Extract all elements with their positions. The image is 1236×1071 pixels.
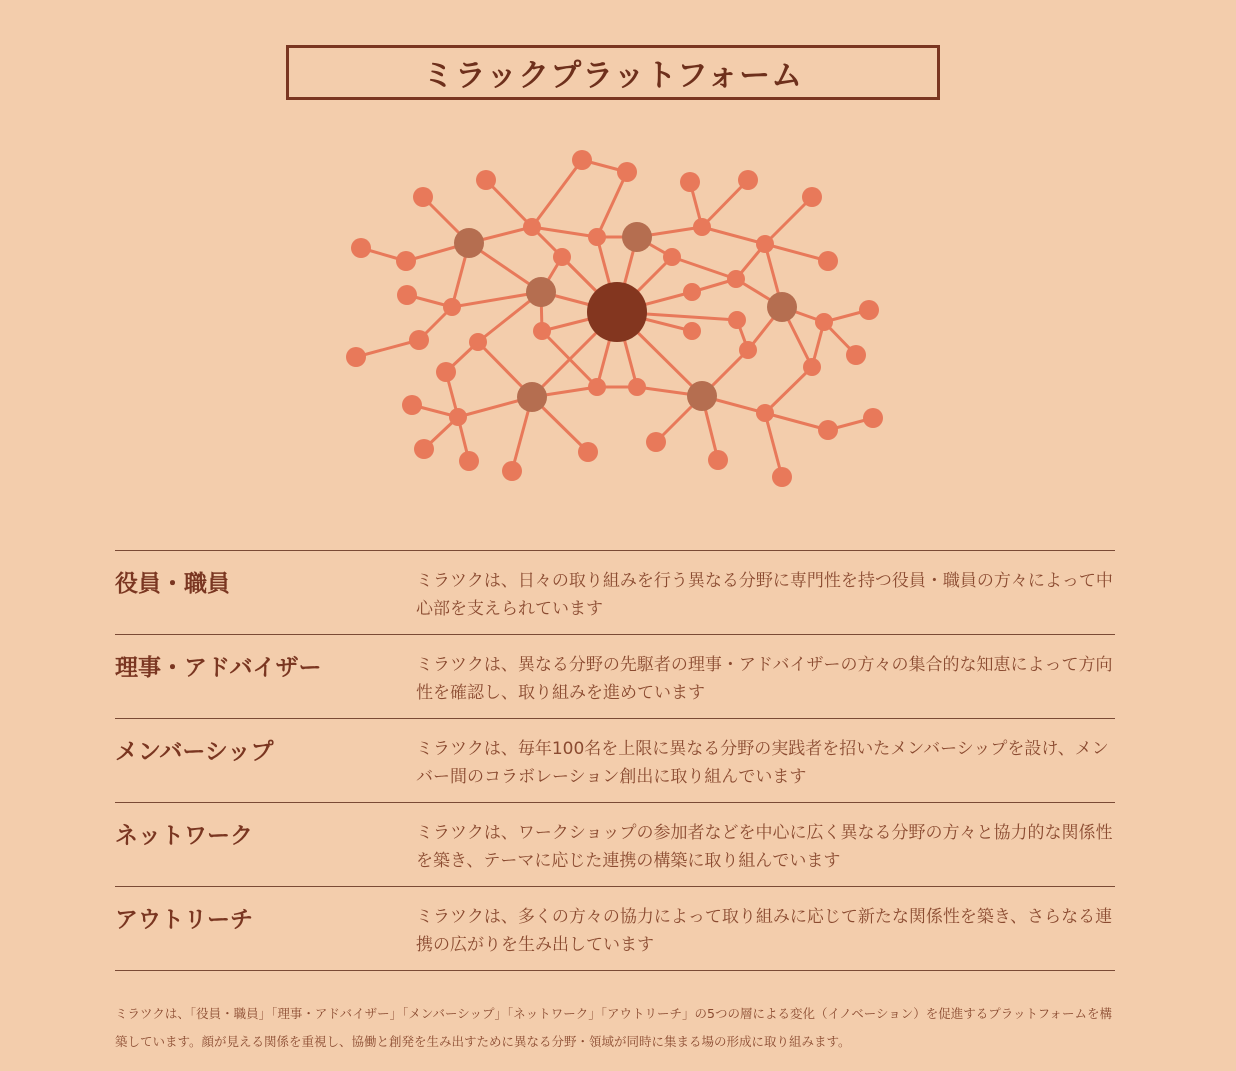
network-node <box>739 341 757 359</box>
network-node <box>459 451 479 471</box>
network-secondary-node <box>526 277 556 307</box>
network-node <box>578 442 598 462</box>
network-edge <box>672 257 736 279</box>
network-edge <box>597 172 627 237</box>
layer-row <box>115 635 1115 719</box>
network-node <box>502 461 522 481</box>
layer-name: メンバーシップ <box>115 739 274 765</box>
layer-name: 理事・アドバイザー <box>115 655 322 681</box>
network-node <box>693 218 711 236</box>
network-node <box>803 358 821 376</box>
network-node <box>728 311 746 329</box>
layer-name: アウトリーチ <box>115 907 253 933</box>
layer-name: 役員・職員 <box>115 571 230 597</box>
network-secondary-node <box>454 228 484 258</box>
network-node <box>756 404 774 422</box>
network-node <box>846 345 866 365</box>
network-node <box>588 228 606 246</box>
network-node <box>553 248 571 266</box>
network-node <box>815 313 833 331</box>
network-secondary-node <box>687 381 717 411</box>
network-node <box>414 439 434 459</box>
network-node <box>469 333 487 351</box>
network-edge <box>702 227 765 244</box>
network-node <box>683 283 701 301</box>
network-node <box>572 150 592 170</box>
layer-name: ネットワーク <box>115 823 253 849</box>
network-node <box>628 378 646 396</box>
network-node <box>397 285 417 305</box>
network-node <box>646 432 666 452</box>
page-title: ミラックプラットフォーム <box>422 58 804 94</box>
layer-row <box>115 551 1115 635</box>
layer-description: ミラツクは、異なる分野の先駆者の理事・アドバイザーの方々の集合的な知恵によって方向性を確認し、取り組みを進めています <box>416 655 1113 703</box>
network-secondary-node <box>622 222 652 252</box>
network-node <box>351 238 371 258</box>
network-node <box>680 172 700 192</box>
network-hub-node <box>587 282 647 342</box>
network-node <box>818 420 838 440</box>
network-node <box>443 298 461 316</box>
network-node <box>859 300 879 320</box>
layer-row <box>115 719 1115 803</box>
network-node <box>409 330 429 350</box>
network-node <box>802 187 822 207</box>
footnote: ミラツクは、「役員・職員」「理事・アドバイザー」「メンバーシップ」「ネットワーク」「アウトリーチ」の5つの層による変化（イノベーション）を促進するプラットフォームを構築しています。顔が見える関係を重視し、協働と創発を生み出すために異なる分野・領域が同時に集まる場の形成に取り組みます。 <box>115 1006 1112 1049</box>
layer-description: ミラツクは、ワークショップの参加者などを中心に広く異なる分野の方々と協力的な関係性を築き、テーマに応じた連携の構築に取り組んでいます <box>416 823 1113 871</box>
network-node <box>402 395 422 415</box>
layer-list <box>115 550 1115 971</box>
network-edge <box>765 367 812 413</box>
network-node <box>738 170 758 190</box>
network-node <box>863 408 883 428</box>
network-node <box>476 170 496 190</box>
layer-description: ミラツクは、多くの方々の協力によって取り組みに応じて新たな関係性を築き、さらなる連携の広がりを生み出しています <box>416 907 1113 955</box>
network-node <box>663 248 681 266</box>
network-node <box>436 362 456 382</box>
network-node <box>772 467 792 487</box>
network-secondary-node <box>767 292 797 322</box>
layer-row <box>115 887 1115 971</box>
network-node <box>523 218 541 236</box>
layer-description: ミラツクは、日々の取り組みを行う異なる分野に専門性を持つ役員・職員の方々によって中心部を支えられています <box>416 571 1113 619</box>
network-edge <box>532 160 582 227</box>
network-node <box>818 251 838 271</box>
network-node <box>617 162 637 182</box>
network-node <box>449 408 467 426</box>
network-node <box>683 322 701 340</box>
network-node <box>396 251 416 271</box>
network-diagram <box>0 0 1236 520</box>
network-secondary-node <box>517 382 547 412</box>
layer-description: ミラツクは、毎年100名を上限に異なる分野の実践者を招いたメンバーシップを設け、メンバー間のコラボレーション創出に取り組んでいます <box>416 739 1109 787</box>
network-node <box>533 322 551 340</box>
network-node <box>413 187 433 207</box>
layer-row <box>115 803 1115 887</box>
network-node <box>727 270 745 288</box>
network-node <box>588 378 606 396</box>
network-node <box>708 450 728 470</box>
network-node <box>346 347 366 367</box>
network-node <box>756 235 774 253</box>
